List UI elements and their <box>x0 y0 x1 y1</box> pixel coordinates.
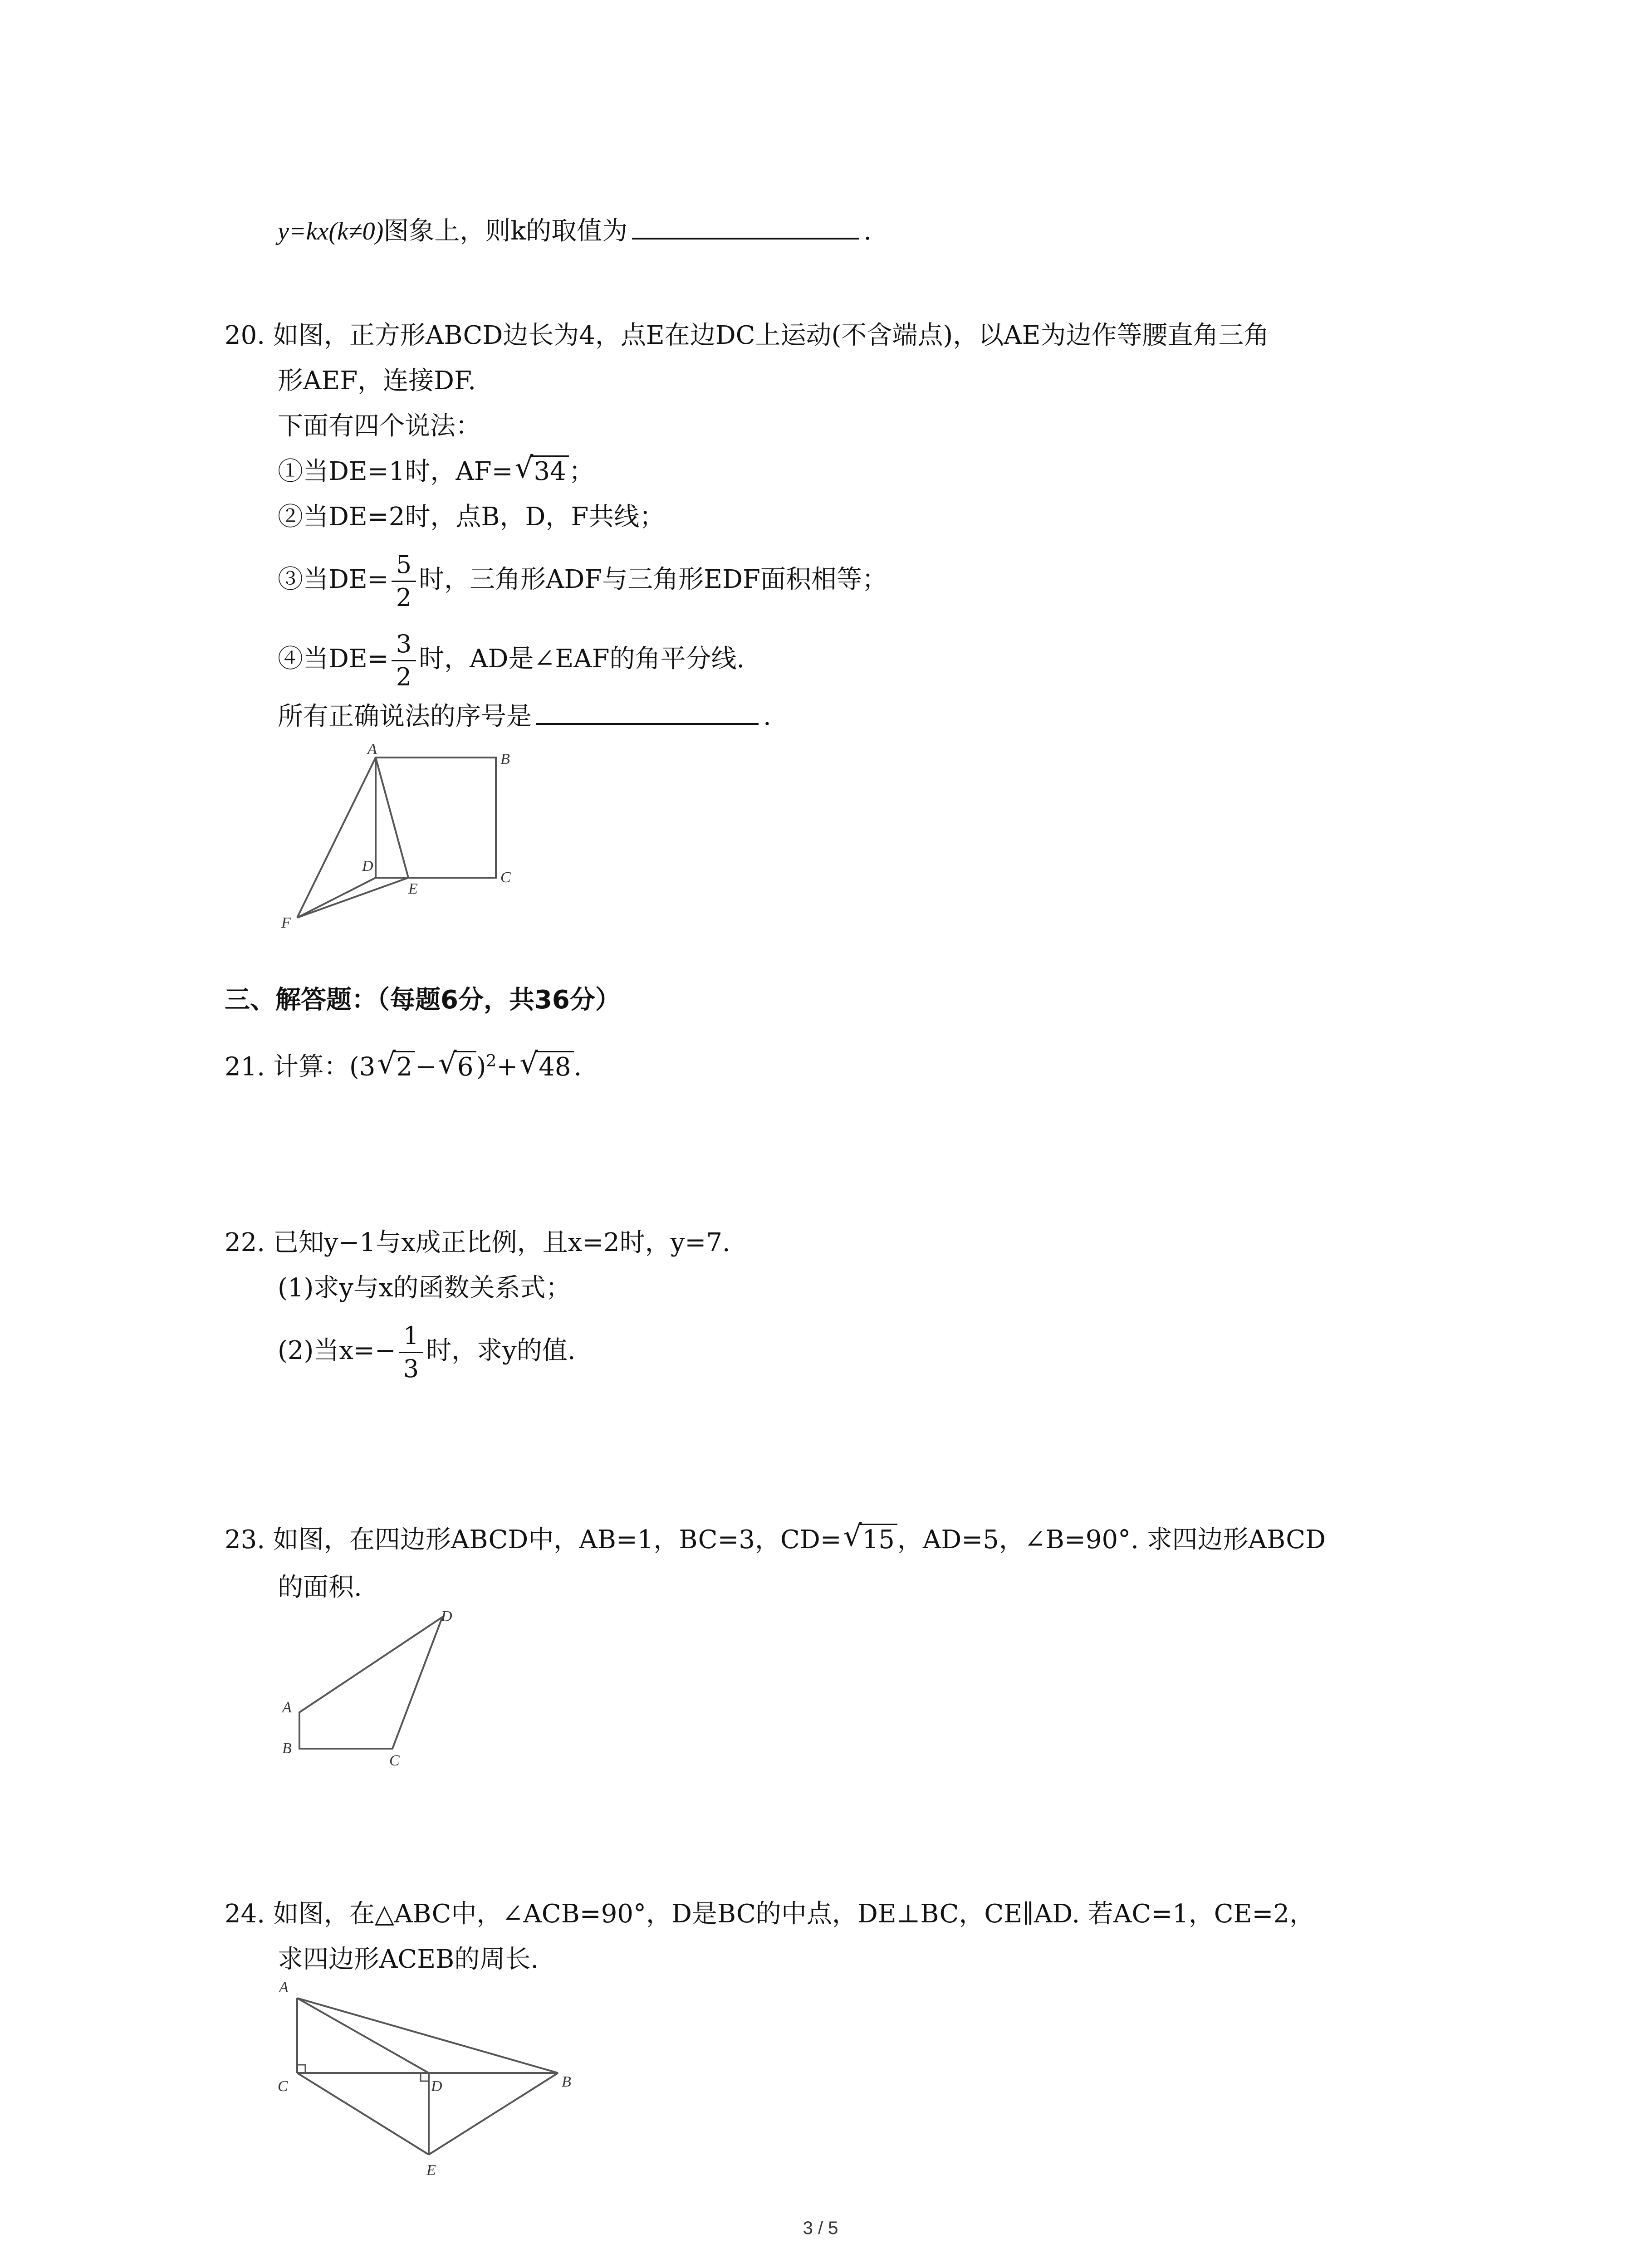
q20-intro: 下面有四个说法： <box>278 411 481 441</box>
q20-statement-3 <box>278 549 887 614</box>
q21-text-a: 计算：(3 <box>273 1052 376 1082</box>
q19-end: . <box>863 216 872 246</box>
q21-rad1: 2 <box>393 1051 415 1082</box>
q23-line1-text-a: 如图，在四边形ABCD中，AB=1，BC=3，CD= <box>273 1525 842 1554</box>
q22-p2-text-a: (2)当x=− <box>278 1336 396 1365</box>
q20-line1-text: 如图，正方形ABCD边长为4，点E在边DC上运动(不含端点)，以AE为边作等腰直角三角 <box>273 321 1269 350</box>
q20-statement-2: ②当DE=2时，点B，D，F共线； <box>278 502 665 532</box>
q20-s4-num: 3 <box>392 628 416 661</box>
q20-ask-text: 所有正确说法的序号是 <box>278 702 532 731</box>
sqrt-6: √ 6 <box>436 1049 476 1085</box>
label-b: B <box>500 751 510 767</box>
page-number: 3 / 5 <box>803 2218 838 2238</box>
q21-end: . <box>573 1052 582 1082</box>
label-c: C <box>500 869 511 886</box>
q24-number: 24. <box>225 1899 265 1929</box>
q20-answer-blank[interactable] <box>536 719 759 725</box>
label-d: D <box>431 2078 442 2095</box>
segment-ad <box>297 1998 429 2073</box>
label-a: A <box>282 1699 292 1716</box>
section-3-heading: 三、解答题：（每题6分，共36分） <box>225 985 621 1015</box>
q22-number: 22. <box>225 1228 265 1257</box>
q20-ask-end: . <box>763 702 771 731</box>
segment-eb <box>429 2073 558 2155</box>
label-c: C <box>389 1752 400 1769</box>
label-d: D <box>362 858 373 875</box>
q23-line2: 的面积. <box>278 1573 362 1602</box>
segment-fd <box>297 878 376 918</box>
q23-line1 <box>225 1522 1326 1558</box>
q20-ask <box>278 699 771 735</box>
label-e: E <box>408 880 418 897</box>
q20-s1-text: ①当DE=1时，AF= <box>278 457 513 486</box>
q21-minus: − <box>415 1052 436 1082</box>
q19-answer-blank[interactable] <box>632 233 859 240</box>
segment-ab <box>297 1998 558 2073</box>
fraction-1-3 <box>399 1320 423 1385</box>
q20-s1-end: ； <box>568 457 594 486</box>
segment-ae <box>376 758 408 878</box>
segment-ce <box>297 2073 429 2155</box>
label-c: C <box>278 2078 288 2095</box>
q21-rad3: 48 <box>536 1051 573 1082</box>
square-abcd <box>376 758 496 878</box>
q20-statement-1 <box>278 451 594 490</box>
q20-s4-den: 2 <box>396 663 412 691</box>
q19-function: y=kx(k≠0) <box>278 217 384 245</box>
fraction-3-2 <box>392 628 416 693</box>
q21-number: 21. <box>225 1052 265 1082</box>
label-b: B <box>562 2073 571 2090</box>
q20-figure <box>272 744 526 934</box>
q22-part-1: (1)求y与x的函数关系式； <box>278 1273 571 1303</box>
label-a: A <box>279 1982 289 1996</box>
label-a: A <box>367 744 377 758</box>
q20-s3-den: 2 <box>396 583 412 612</box>
q20-s3-text-b: 时，三角形ADF与三角形EDF面积相等； <box>419 565 887 594</box>
q24-line2: 求四边形ACEB的周长. <box>278 1945 539 1974</box>
q22-p2-text-b: 时，求y的值. <box>426 1336 576 1365</box>
label-d: D <box>441 1608 452 1625</box>
q23-number: 23. <box>225 1525 265 1554</box>
q22-part-2 <box>278 1320 576 1385</box>
q24-figure <box>272 1982 590 2186</box>
q22-line1 <box>225 1225 730 1261</box>
label-e: E <box>426 2162 436 2179</box>
sqrt-48: √ 48 <box>518 1049 573 1085</box>
q20-s3-text-a: ③当DE= <box>278 565 389 594</box>
quadrilateral-abcd <box>299 1617 442 1749</box>
q23-figure <box>277 1606 467 1769</box>
sqrt-2: √ 2 <box>375 1049 415 1085</box>
right-angle-d <box>421 2073 429 2081</box>
q20-line1 <box>225 318 1269 354</box>
q23-radicand: 15 <box>860 1524 897 1554</box>
sqrt-15: √ 15 <box>842 1522 897 1558</box>
fraction-5-2 <box>392 549 416 614</box>
q22-p2-num: 1 <box>399 1320 423 1353</box>
q22-p2-den: 3 <box>403 1354 419 1383</box>
sqrt-34: √ 34 <box>513 454 569 490</box>
q21-rad2: 6 <box>455 1051 476 1082</box>
q21-line <box>225 1043 582 1085</box>
q20-line2: 形AEF，连接DF. <box>278 366 476 396</box>
label-f: F <box>281 914 291 931</box>
q24-line1 <box>225 1896 1315 1932</box>
q21-exponent: 2 <box>486 1052 497 1070</box>
q24-line1-text: 如图，在△ABC中，∠ACB=90°，D是BC的中点，DE⊥BC，CE∥AD. 若AC=1，CE=2， <box>273 1899 1315 1929</box>
q19-tail-line <box>278 213 872 249</box>
q19-text: 图象上，则k的取值为 <box>383 216 628 246</box>
label-b: B <box>282 1740 292 1757</box>
q22-line1-text: 已知y−1与x成正比例，且x=2时，y=7. <box>273 1228 730 1257</box>
q21-text-b: ) <box>476 1052 486 1082</box>
q21-plus: + <box>496 1052 518 1082</box>
q20-s4-text-b: 时，AD是∠EAF的角平分线. <box>419 644 745 674</box>
q20-number: 20. <box>225 321 265 350</box>
q23-line1-text-b: ，AD=5，∠B=90°. 求四边形ABCD <box>897 1525 1326 1554</box>
q20-s4-text-a: ④当DE= <box>278 644 389 674</box>
q20-statement-4 <box>278 628 745 693</box>
right-angle-c <box>297 2065 305 2073</box>
q20-s3-num: 5 <box>392 549 416 582</box>
q20-s1-radicand: 34 <box>531 455 569 486</box>
